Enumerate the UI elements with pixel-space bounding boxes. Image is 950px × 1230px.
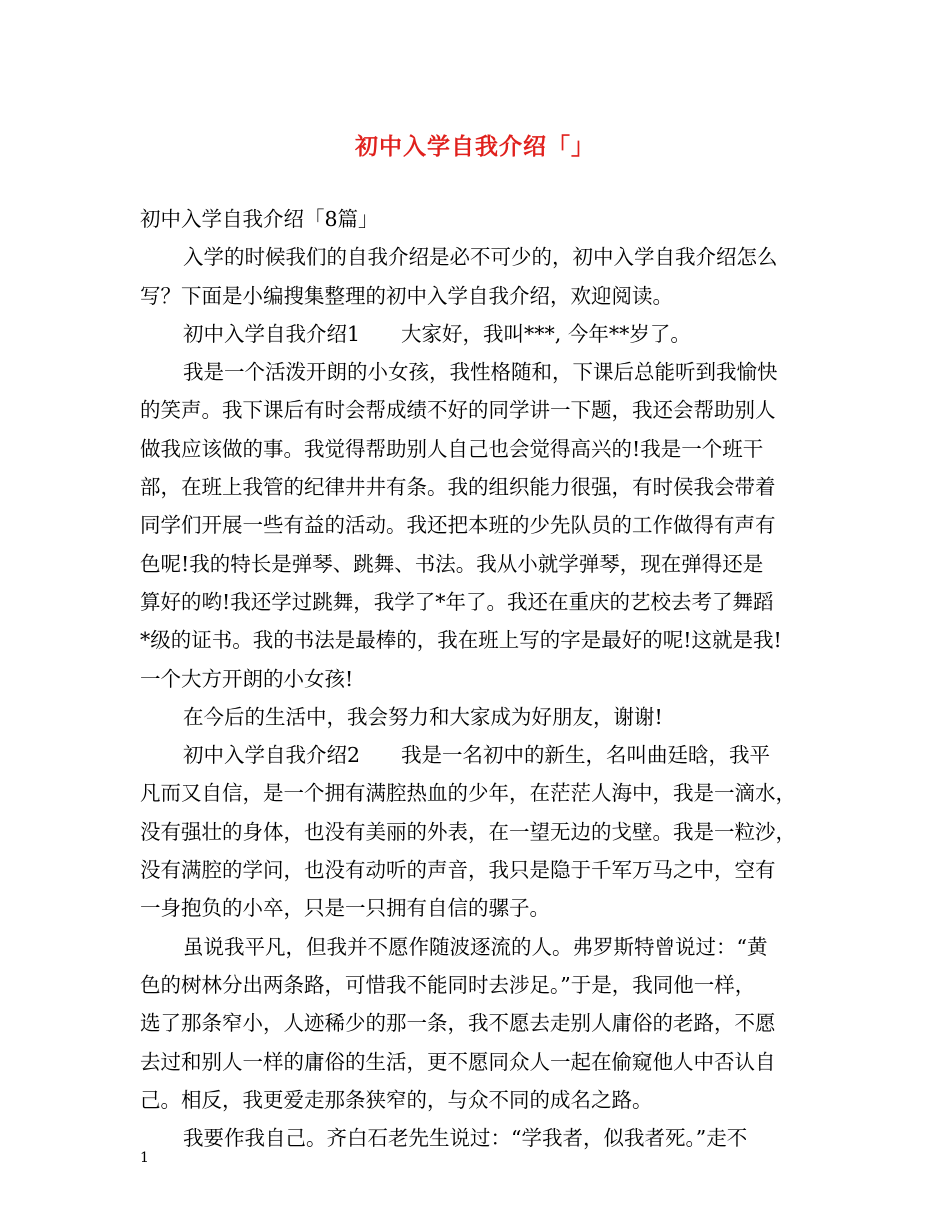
text-line: 初中入学自我介绍1 大家好，我叫***, 今年**岁了。: [183, 321, 691, 346]
text-line: 初中入学自我介绍2 我是一名初中的新生，名叫曲廷晗，我平: [183, 743, 771, 768]
page-number: 1: [140, 1150, 149, 1166]
text-line: 凡而又自信，是一个拥有满腔热血的少年，在茫茫人海中，我是一滴水，: [140, 781, 796, 806]
text-line: 我要作我自己。齐白石老先生说过：“学我者，似我者死。”走不: [183, 1126, 748, 1151]
text-line: 一个大方开朗的小女孩!: [140, 666, 354, 691]
text-line: 同学们开展一些有益的活动。我还把本班的少先队员的工作做得有声有: [140, 513, 776, 538]
text-line: 入学的时候我们的自我介绍是必不可少的，初中入学自我介绍怎么: [183, 245, 778, 270]
text-line: 做我应该做的事。我觉得帮助别人自己也会觉得高兴的!我是一个班干: [140, 436, 764, 461]
text-line: 算好的哟!我还学过跳舞，我学了*年了。我还在重庆的艺校去考了舞蹈: [140, 589, 774, 614]
text-line: 虽说我平凡，但我并不愿作随波逐流的人。弗罗斯特曾说过：“黄: [183, 934, 768, 959]
text-line: 我是一个活泼开朗的小女孩，我性格随和，下课后总能听到我愉快: [183, 360, 778, 385]
text-line: 没有满腔的学问，也没有动听的声音，我只是隐于千军万马之中，空有: [140, 858, 776, 883]
text-line: 初中入学自我介绍「8篇」: [140, 207, 379, 231]
text-line: 色呢!我的特长是弹琴、跳舞、书法。我从小就学弹琴，现在弹得还是: [140, 551, 764, 576]
text-line: 去过和别人一样的庸俗的生活，更不愿同众人一起在偷窥他人中否认自: [140, 1049, 776, 1074]
text-line: 部，在班上我管的纪律井井有条。我的组织能力很强，有时侯我会带着: [140, 475, 776, 500]
text-line: 一身抱负的小卒，只是一只拥有自信的骡子。: [140, 896, 550, 921]
text-line: 色的树林分出两条路，可惜我不能同时去涉足。”于是，我同他一样，: [140, 972, 756, 997]
text-line: 己。相反，我更爱走那条狭窄的，与众不同的成名之路。: [140, 1087, 653, 1112]
document-title: 初中入学自我介绍「」: [355, 133, 595, 160]
text-line: 的笑声。我下课后有时会帮成绩不好的同学讲一下题，我还会帮助别人: [140, 398, 776, 423]
text-line: 没有强壮的身体，也没有美丽的外表，在一望无边的戈壁。我是一粒沙，: [140, 819, 796, 844]
document-body: [140, 200, 830, 1157]
text-line: 选了那条窄小，人迹稀少的那一条，我不愿去走别人庸俗的老路，不愿: [140, 1011, 776, 1036]
text-line: 写？下面是小编搜集整理的初中入学自我介绍，欢迎阅读。: [140, 283, 673, 308]
text-line: 在今后的生活中，我会努力和大家成为好朋友，谢谢!: [183, 704, 663, 729]
text-line: *级的证书。我的书法是最棒的，我在班上写的字是最好的呢!这就是我!: [140, 628, 782, 653]
